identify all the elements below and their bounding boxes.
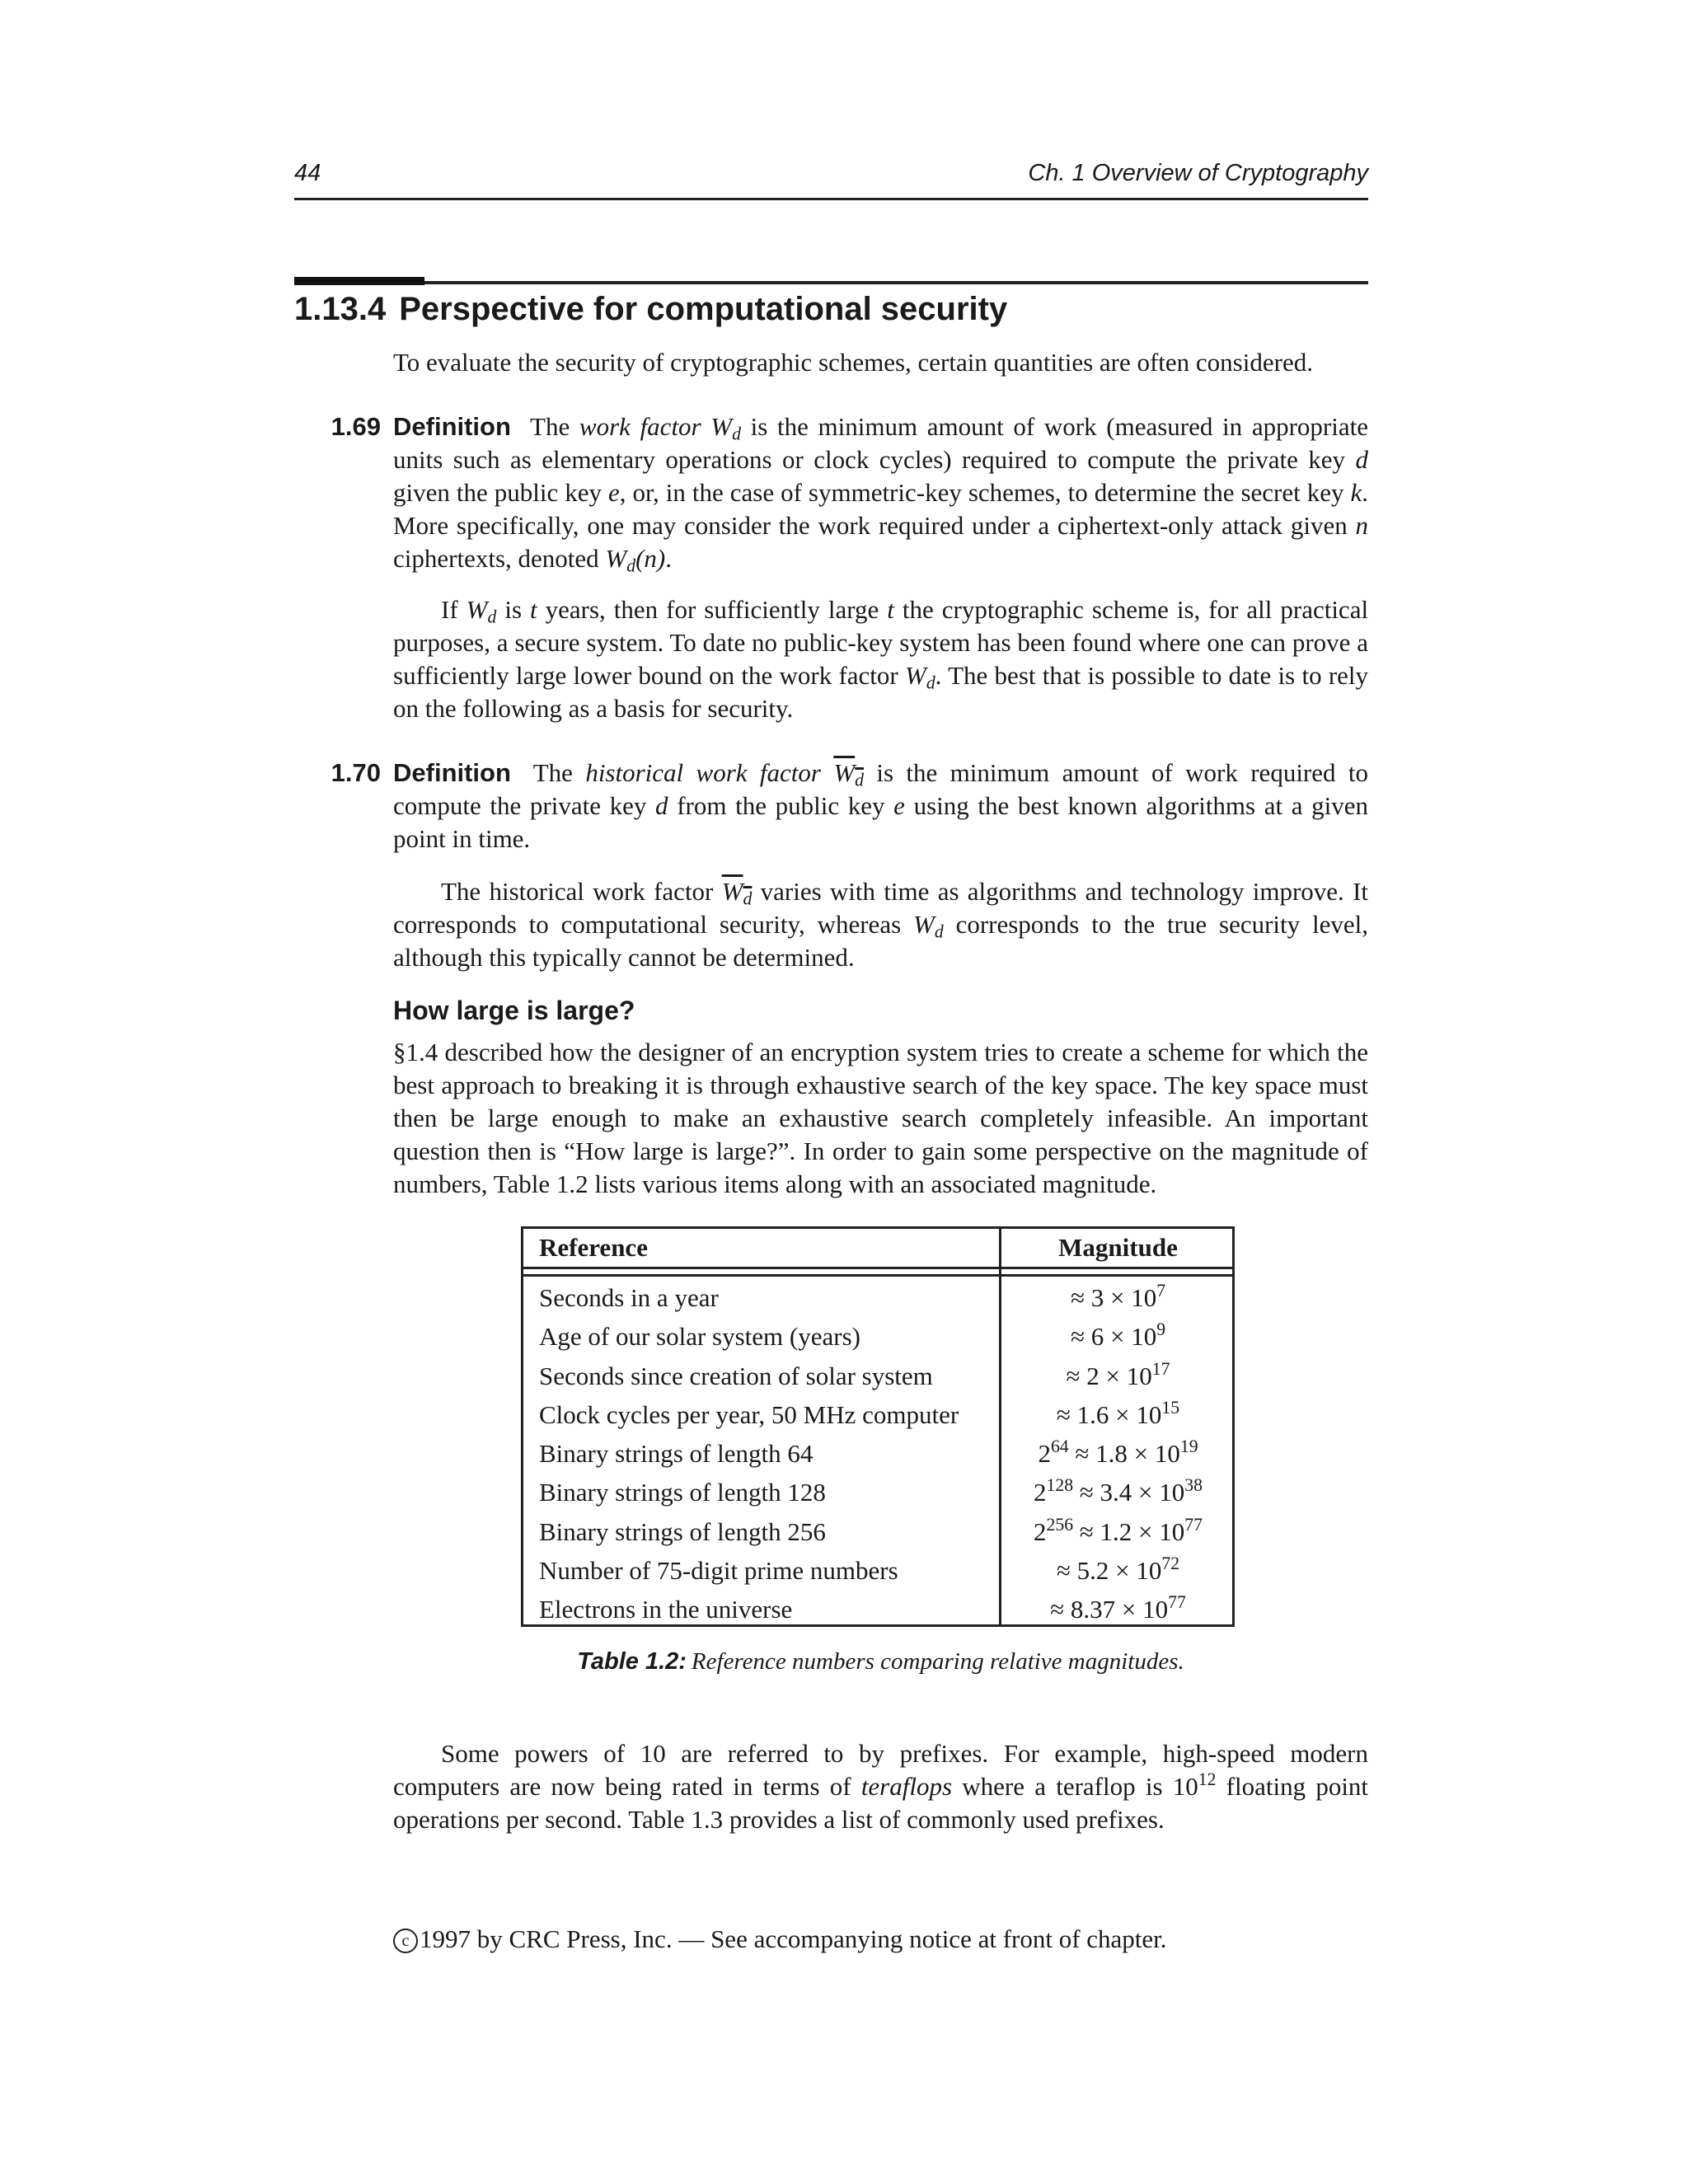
table-row: [523, 1514, 1232, 1553]
math-W: W: [710, 412, 733, 441]
cell-reference: Binary strings of length 256: [539, 1516, 826, 1546]
definition-number-1-70: 1.70: [331, 758, 381, 787]
chapter-title: Ch. 1 Overview of Cryptography: [1028, 160, 1368, 186]
paragraph-work-factor: If $W_d$ is t years, then for sufficiently large t the cryptographic scheme is, for all practical purposes, a secure system. To date no public-key system has been found where one can prove a sufficiently large lower bound on the work factor $W_d$. The best that is possible to date is to rely on the following as a basis for security.: [393, 595, 1369, 723]
cell-magnitude: $2^{64} \approx 1.8 \times 10^{19}$: [1038, 1436, 1198, 1469]
cell-magnitude: ≈ $6 \times 10^9$: [1070, 1319, 1166, 1352]
running-header: [294, 157, 1368, 200]
definition-1-70: Definition The historical work factor $W_d$ is the minimum amount of work required to compute the private key d from the public key e using the best known algorithms at a given point in time.: [393, 758, 1369, 853]
table-header-row: [523, 1229, 1232, 1269]
cell-magnitude: ≈ $2 \times 10^{17}$: [1066, 1358, 1170, 1390]
paragraph-historical-work-factor: The historical work factor $W_d$ varies with time as algorithms and technology improve. It corresponds to computational security, whereas $W_d$ corresponds to the true security level, although this typically cannot be determined.: [393, 877, 1369, 972]
page-number: 44: [294, 160, 321, 186]
cell-magnitude: $2^{128} \approx 3.4 \times 10^{38}$: [1034, 1475, 1203, 1507]
header-magnitude: Magnitude: [1058, 1233, 1178, 1262]
footer-text: 1997 by CRC Press, Inc. — See accompanying notice at front of chapter.: [420, 1924, 1167, 1953]
section-rule: [294, 281, 1368, 284]
cell-reference: Electrons in the universe: [539, 1595, 793, 1624]
magnitude-table: [521, 1226, 1235, 1627]
cell-magnitude: $2^{256} \approx 1.2 \times 10^{77}$: [1034, 1514, 1203, 1546]
term-teraflops: teraflops: [860, 1772, 953, 1801]
table-row: [523, 1358, 1232, 1397]
section-rule-accent: [294, 277, 424, 285]
cell-reference: Clock cycles per year, 50 MHz computer: [539, 1399, 959, 1429]
section-title: Perspective for computational security: [399, 291, 1008, 327]
section-heading: [294, 291, 1007, 328]
cell-reference: Seconds since creation of solar system: [539, 1361, 933, 1390]
header-reference: Reference: [539, 1233, 648, 1262]
term-work-factor: work factor: [579, 412, 701, 441]
cell-reference: Age of our solar system (years): [539, 1322, 860, 1352]
definition-label: Definition: [393, 758, 511, 787]
term-historical-work-factor: historical work factor: [585, 758, 821, 787]
table-row: [523, 1319, 1232, 1357]
copyright-footer: [393, 1924, 1167, 1954]
definition-1-69: Definition The work factor $W_d$ is the minimum amount of work (measured in appropriate units such as elementary operations or clock cycles) required to compute the private key d given the public key e, or, in the case of symmetric-key schemes, to determine the secret key k. More specifically, one may consider the work required under a ciphertext-only attack given n ciphertexts, denoted $W_d(n)$.: [393, 412, 1369, 576]
caption-text: Reference numbers comparing relative magnitudes.: [691, 1648, 1184, 1675]
table-row: [523, 1553, 1232, 1591]
table-row: [523, 1474, 1232, 1513]
cell-magnitude: ≈ $3 \times 10^7$: [1070, 1281, 1166, 1312]
section-number: 1.13.4: [294, 291, 387, 327]
subsection-heading: How large is large?: [393, 996, 635, 1025]
table-caption: [393, 1648, 1368, 1675]
definition-number-1-69: 1.69: [331, 412, 381, 441]
paragraph-prefixes: Some powers of 10 are referred to by prefixes. For example, high-speed modern computers are now being rated in terms of teraflops where a teraflop is $10^{12}$ floating point operations per second. Table 1.3 provides a list of commonly used prefixes.: [393, 1739, 1369, 1834]
cell-reference: Number of 75-digit prime numbers: [539, 1556, 898, 1586]
cell-reference: Binary strings of length 64: [539, 1439, 814, 1469]
caption-label: Table 1.2:: [577, 1648, 687, 1675]
paragraph-how-large: §1.4 described how the designer of an encryption system tries to create a scheme for which the best approach to breaking it is through exhaustive search of the key space. The key space must then be large enough to make an exhaustive search completely infeasible. An important question then is “How large is large?”. In order to gain some perspective on the magnitude of numbers, Table 1.2 lists various items along with an associated magnitude.: [393, 1038, 1368, 1198]
cell-magnitude: ≈ $5.2 \times 10^{72}$: [1056, 1554, 1180, 1586]
table-row: [523, 1280, 1232, 1319]
table-body: [523, 1280, 1232, 1631]
cell-magnitude: ≈ $8.37 \times 10^{77}$: [1050, 1592, 1186, 1624]
cell-reference: Binary strings of length 128: [539, 1478, 826, 1507]
definition-label: Definition: [393, 412, 511, 441]
header-double-rule: [523, 1269, 1232, 1277]
copyright-symbol: c: [393, 1929, 418, 1953]
table-row: [523, 1591, 1232, 1630]
cell-magnitude: ≈ $1.6 \times 10^{15}$: [1056, 1397, 1180, 1429]
table-row: [523, 1397, 1232, 1436]
cell-reference: Seconds in a year: [539, 1283, 719, 1312]
table-row: [523, 1436, 1232, 1474]
intro-paragraph: To evaluate the security of cryptographic schemes, certain quantities are often considered.: [393, 348, 1313, 377]
